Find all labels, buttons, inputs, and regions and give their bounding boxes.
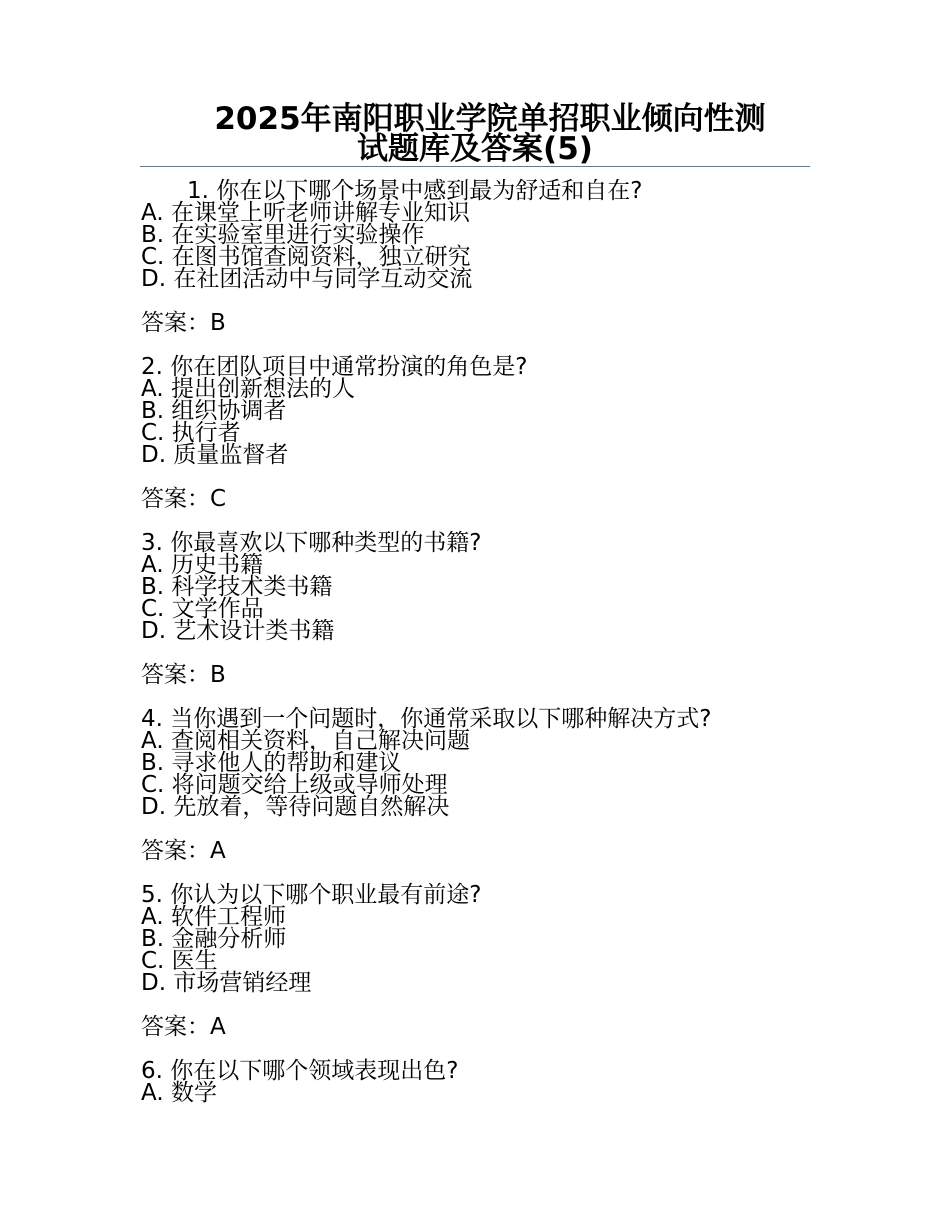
question-option: C. 医生 — [141, 948, 218, 974]
question-option: A. 数学 — [141, 1080, 217, 1106]
question-answer: 答案：B — [141, 662, 226, 688]
document-title — [140, 101, 810, 167]
title-line-2: 试题库及答案(5) — [357, 131, 593, 167]
question-option: D. 质量监督者 — [141, 442, 289, 468]
question-option: D. 在社团活动中与同学互动交流 — [141, 266, 473, 292]
question-option: A. 在课堂上听老师讲解专业知识 — [141, 200, 470, 226]
question-option: A. 历史书籍 — [141, 552, 263, 578]
question-answer: 答案：B — [141, 310, 226, 336]
question-item — [141, 356, 841, 510]
question-option: B. 科学技术类书籍 — [141, 574, 333, 600]
question-answer: 答案：A — [141, 838, 226, 864]
question-option: A. 查阅相关资料，自己解决问题 — [141, 728, 470, 754]
question-stem: 2. 你在团队项目中通常扮演的角色是? — [141, 354, 528, 380]
question-option: C. 在图书馆查阅资料，独立研究 — [141, 244, 471, 270]
question-item — [141, 708, 841, 862]
question-option: D. 市场营销经理 — [141, 970, 312, 996]
question-item — [141, 532, 841, 686]
question-stem: 4. 当你遇到一个问题时，你通常采取以下哪种解决方式? — [141, 706, 712, 732]
question-option: B. 金融分析师 — [141, 926, 287, 952]
question-stem: 5. 你认为以下哪个职业最有前途? — [141, 882, 482, 908]
question-option: C. 将问题交给上级或导师处理 — [141, 772, 448, 798]
question-option: B. 寻求他人的帮助和建议 — [141, 750, 402, 776]
question-option: B. 在实验室里进行实验操作 — [141, 222, 425, 248]
title-line-1: 2025年南阳职业学院单招职业倾向性测 — [214, 101, 766, 137]
question-answer: 答案：A — [141, 1014, 226, 1040]
question-option: D. 先放着，等待问题自然解决 — [141, 794, 450, 820]
question-option: A. 软件工程师 — [141, 904, 286, 930]
question-item — [141, 180, 841, 334]
question-list — [141, 180, 841, 1104]
question-option: D. 艺术设计类书籍 — [141, 618, 335, 644]
question-option: C. 执行者 — [141, 420, 241, 446]
question-stem: 3. 你最喜欢以下哪种类型的书籍? — [141, 530, 482, 556]
question-stem: 6. 你在以下哪个领域表现出色? — [141, 1058, 459, 1084]
question-stem: 1. 你在以下哪个场景中感到最为舒适和自在? — [187, 178, 643, 204]
question-item — [141, 884, 841, 1038]
question-option: C. 文学作品 — [141, 596, 264, 622]
question-item — [141, 1060, 841, 1104]
question-option: B. 组织协调者 — [141, 398, 287, 424]
question-option: A. 提出创新想法的人 — [141, 376, 355, 402]
question-answer: 答案：C — [141, 486, 227, 512]
